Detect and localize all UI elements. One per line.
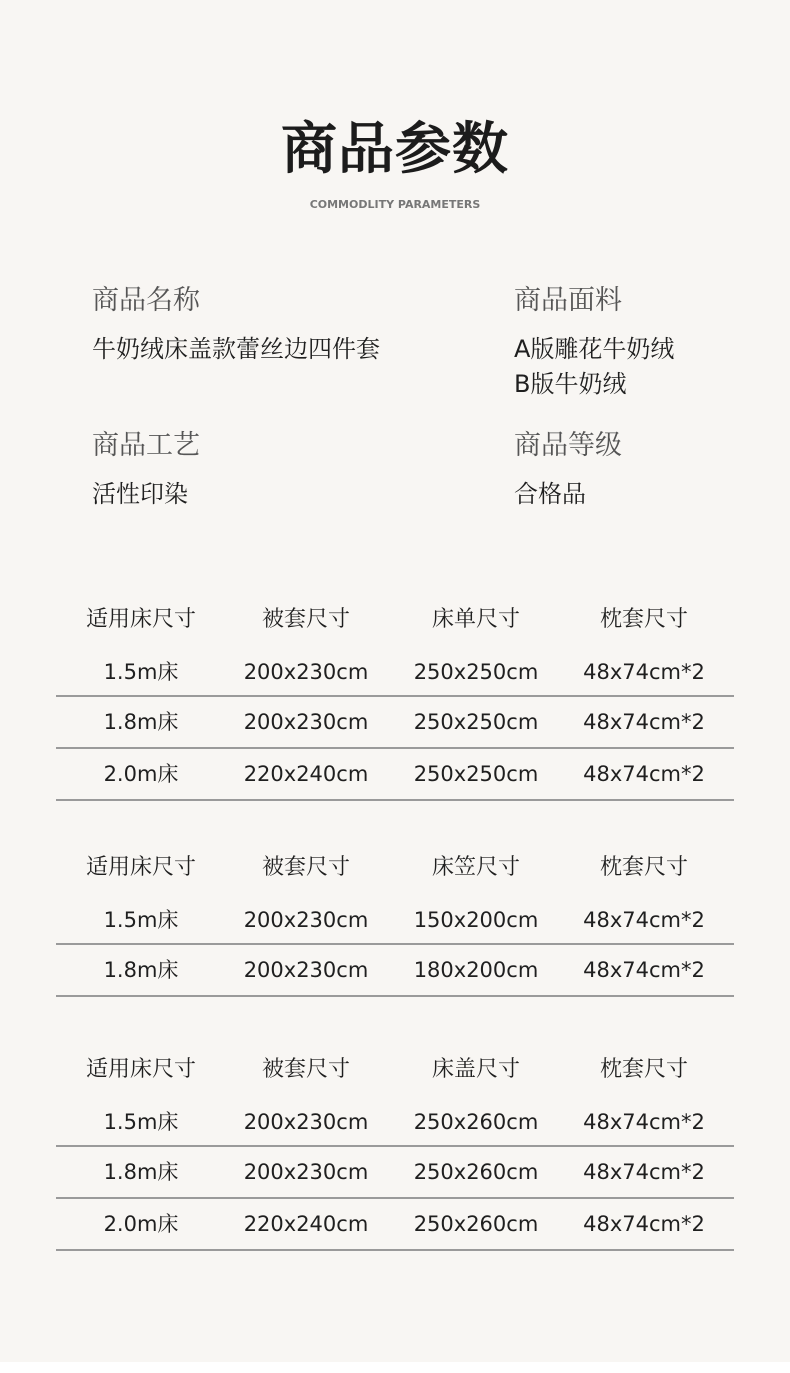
cell-duvet-size: 200x230cm	[243, 710, 369, 734]
product-name-value: 牛奶绒床盖款蕾丝边四件套	[92, 335, 380, 363]
header-sheet-size: 床单尺寸	[431, 607, 520, 632]
cell-bedspread-size: 250x260cm	[413, 1212, 539, 1236]
page-title: 商品参数	[281, 117, 509, 182]
cell-bedspread-size: 250x260cm	[413, 1160, 539, 1184]
header-pillowcase-size: 枕套尺寸	[599, 607, 688, 632]
product-craft-value: 活性印染	[92, 480, 188, 508]
header-duvet-size: 被套尺寸	[261, 855, 350, 880]
header-bed-size: 适用床尺寸	[85, 607, 196, 632]
cell-fitted-sheet-size: 180x200cm	[413, 958, 539, 982]
product-grade-label: 商品等级	[514, 430, 622, 461]
product-name-label: 商品名称	[92, 285, 200, 316]
cell-pillowcase-size: 48x74cm*2	[583, 762, 705, 786]
cell-pillowcase-size: 48x74cm*2	[583, 958, 705, 982]
header-bed-size: 适用床尺寸	[85, 1057, 196, 1082]
table-header-row	[56, 1050, 734, 1100]
page-subtitle: COMMODLITY PARAMETERS	[309, 198, 481, 211]
cell-pillowcase-size: 48x74cm*2	[583, 710, 705, 734]
cell-duvet-size: 200x230cm	[243, 908, 369, 932]
cell-pillowcase-size: 48x74cm*2	[583, 1160, 705, 1184]
table-row	[56, 1100, 734, 1147]
product-fabric-label: 商品面料	[514, 285, 622, 316]
product-grade-value: 合格品	[514, 480, 586, 508]
table-row	[56, 945, 734, 997]
cell-bed-size: 1.5m床	[103, 908, 179, 932]
table-row	[56, 697, 734, 749]
cell-pillowcase-size: 48x74cm*2	[583, 660, 705, 684]
header-duvet-size: 被套尺寸	[261, 1057, 350, 1082]
cell-pillowcase-size: 48x74cm*2	[583, 1212, 705, 1236]
cell-duvet-size: 200x230cm	[243, 1110, 369, 1134]
cell-bed-size: 1.8m床	[103, 1160, 179, 1184]
cell-duvet-size: 200x230cm	[243, 660, 369, 684]
cell-sheet-size: 250x250cm	[413, 660, 539, 684]
cell-pillowcase-size: 48x74cm*2	[583, 908, 705, 932]
table-row	[56, 650, 734, 697]
header-duvet-size: 被套尺寸	[261, 607, 350, 632]
cell-duvet-size: 200x230cm	[243, 958, 369, 982]
table-row	[56, 749, 734, 801]
table-row	[56, 1147, 734, 1199]
table-row	[56, 1199, 734, 1251]
table-header-row	[56, 600, 734, 650]
cell-fitted-sheet-size: 150x200cm	[413, 908, 539, 932]
cell-bed-size: 1.5m床	[103, 660, 179, 684]
header-fitted-sheet-size: 床笠尺寸	[431, 855, 520, 880]
product-craft-label: 商品工艺	[92, 430, 200, 461]
cell-sheet-size: 250x250cm	[413, 710, 539, 734]
cell-duvet-size: 200x230cm	[243, 1160, 369, 1184]
size-table-bedspread	[56, 1050, 734, 1251]
cell-pillowcase-size: 48x74cm*2	[583, 1110, 705, 1134]
cell-bed-size: 2.0m床	[103, 1212, 179, 1236]
cell-bed-size: 1.5m床	[103, 1110, 179, 1134]
table-row	[56, 898, 734, 945]
cell-sheet-size: 250x250cm	[413, 762, 539, 786]
product-fabric-value-a: A版雕花牛奶绒	[514, 335, 675, 363]
cell-bed-size: 1.8m床	[103, 710, 179, 734]
product-fabric-value-b: B版牛奶绒	[514, 370, 627, 398]
cell-duvet-size: 220x240cm	[243, 1212, 369, 1236]
cell-bed-size: 1.8m床	[103, 958, 179, 982]
header-bed-size: 适用床尺寸	[85, 855, 196, 880]
size-table-fitted-sheet	[56, 848, 734, 997]
header-pillowcase-size: 枕套尺寸	[599, 855, 688, 880]
table-header-row	[56, 848, 734, 898]
cell-duvet-size: 220x240cm	[243, 762, 369, 786]
size-table-flat-sheet	[56, 600, 734, 801]
cell-bed-size: 2.0m床	[103, 762, 179, 786]
header-bedspread-size: 床盖尺寸	[431, 1057, 520, 1082]
header-pillowcase-size: 枕套尺寸	[599, 1057, 688, 1082]
cell-bedspread-size: 250x260cm	[413, 1110, 539, 1134]
